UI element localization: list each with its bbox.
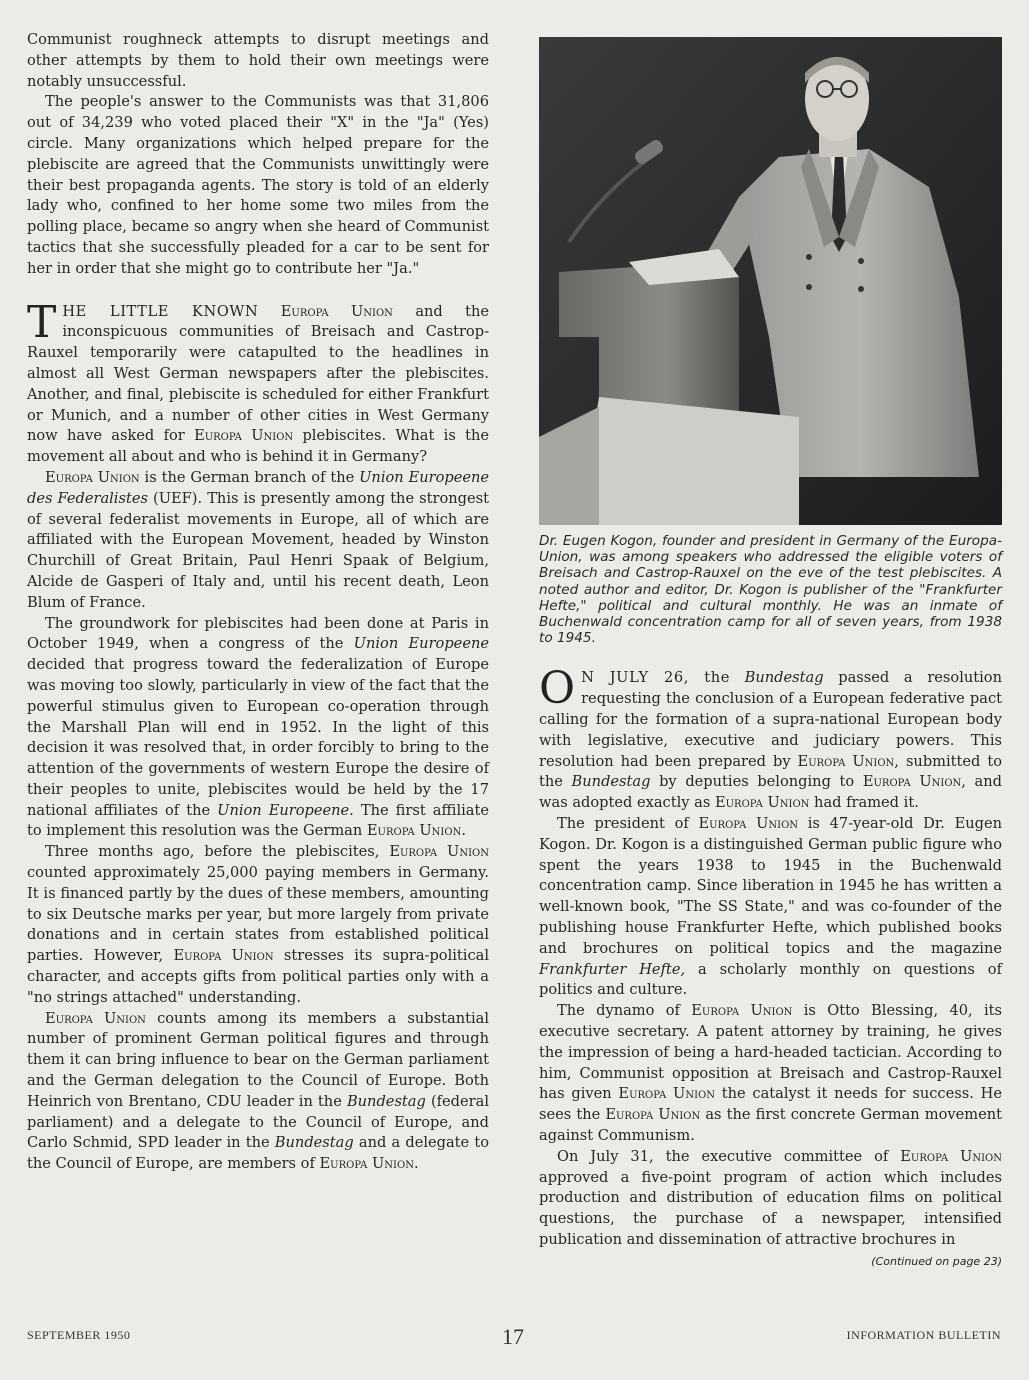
drop-cap: O: [539, 663, 576, 715]
paragraph: On July 31, the executive committee of Europa Union approved a five-point program of action which includes production and distribution of education films on political questions, the purchase of a newspaper, intensified publication and dissemination of attractive brochures in: [539, 1147, 1003, 1248]
paragraph: Communist roughneck attempts to disrupt meetings and other attempts by them to hold their own meetings were notably unsuccessful.: [27, 31, 489, 90]
paragraph: The groundwork for plebiscites had been done at Paris in October 1949, when a congress of the Union Europeene decided that progress toward the federalization of Europe was moving too slowly, particularly in view of the fact that the powerful stimulus given to European co-operation through the Marshall Plan will end in 1952. In the light of this decision it was resolved that, in order forcibly to bring to the attention of the governments of western Europe the desire of their peoples to unite, plebiscites would be held by the 17 national affiliates of the Union Europeene. The first affiliate to implement this resolution was the German Europa Union.: [27, 614, 490, 840]
photo-illustration: [539, 37, 1002, 525]
continued-note: (Continued on page 23): [871, 1254, 1002, 1268]
paragraph: The president of Europa Union is 47-year-old Dr. Eugen Kogon. Dr. Kogon is a distinguished German public figure who spent the years 1938 to 1945 in the Buchenwald concentration camp. Since liberation in 1945 he has written a well-known book, "The SS State," and was co-founder of the publishing house Frankfurter Hefte, which published books and brochures on political topics and the magazine Frankfurter Hefte, a scholarly monthly on questions of politics and culture.: [539, 815, 1003, 999]
publication-name: INFORMATION BULLETIN: [846, 1328, 1001, 1342]
drop-cap: T: [27, 296, 57, 348]
section-opening-paragraph: O N JULY 26, the Bundestag passed a resolution requesting the conclusion of a European federative pact calling for the formation of a supra-national European body with legislative, executive and judiciary powers. This resolution had been prepared by Europa Union, submitted to the Bundestag by deputies belonging to Europa Union, and was adopted exactly as Europa Union had framed it.: [539, 663, 1003, 812]
page-number: 17: [502, 1324, 524, 1349]
right-column: [539, 37, 1002, 1268]
page-footer: [27, 1324, 1001, 1352]
issue-date: SEPTEMBER 1950: [27, 1328, 131, 1342]
section-gap: [539, 646, 1002, 668]
section-opening-paragraph: THE LITTLE KNOWN Europa Union and the inconspicuous communities of Breisach and Castrop-Rauxel temporarily were catapulted to the headlines in almost all West German newspapers after the plebiscites. Another, and final, plebiscite is scheduled for either Frankfurt or Munich, and a number of other cities in West Germany now have asked for Europa Union plebiscites. What is the movement all about and who is behind it in Germany?: [27, 296, 490, 466]
left-column: [27, 30, 489, 1175]
paragraph: Three months ago, before the plebiscites, Europa Union counted approximately 25,000 paying members in Germany. It is financed partly by the dues of these members, amounting to six Deutsche marks per year, but more largely from private donations and in certain states from established political parties. However, Europa Union stresses its supra-political character, and accepts gifts from political parties only with a "no strings attached" understanding.: [27, 843, 489, 1006]
paragraph: Europa Union counts among its members a substantial number of prominent German political figures and through them it can bring influence to bear on the German parliament and the German delegation to the Council of Europe. Both Heinrich von Brentano, CDU leader in the Bundestag (federal parliament) and a delegate to the Council of Europe, and Carlo Schmid, SPD leader in the Bundestag and a delegate to the Council of Europe, are members of Europa Union.: [27, 1009, 490, 1173]
paragraph: The people's answer to the Communists was that 31,806 out of 34,239 who voted placed their "X" in the "Ja" (Yes) circle. Many organizations which helped prepare for the plebiscite are agreed that the Communists unwittingly were their best propaganda agents. The story is told of an elderly lady who, confined to her home some two miles from the polling place, became so angry when she heard of Communist tactics that she successfully pleaded for a car to be sent for her in order that she might go to contribute her "Ja.": [27, 93, 489, 277]
paragraph: The dynamo of Europa Union is Otto Blessing, 40, its executive secretary. A patent attorney by training, he gives the impression of being a hard-headed tactician. According to him, Communist opposition at Breisach and Castrop-Rauxel has given Europa Union the catalyst it needs for success. He sees the Europa Union as the first concrete German movement against Communism.: [539, 1002, 1003, 1144]
section-gap: [27, 280, 489, 302]
paragraph: Europa Union is the German branch of the Union Europeene des Federalistes (UEF). This is presently among the strongest of several federalist movements in Europe, all of which are affiliated with the European Movement, headed by Winston Churchill of Great Britain, Paul Henri Spaak of Belgium, Alcide de Gasperi of Italy and, until his recent death, Leon Blum of France.: [27, 468, 490, 611]
speaker-at-podium-photo: [539, 37, 1002, 525]
photo-caption: Dr. Eugen Kogon, founder and president in Germany of the Europa-Union, was among speakers who addressed the eligible voters of Breisach and Castrop-Rauxel on the eve of the test plebiscites. A noted author and editor, Dr. Kogon is publisher of the "Frankfurter Hefte," political and cultural monthly. He was an inmate of Buchenwald concentration camp for all of seven years, from 1938 to 1945.: [539, 533, 1002, 647]
